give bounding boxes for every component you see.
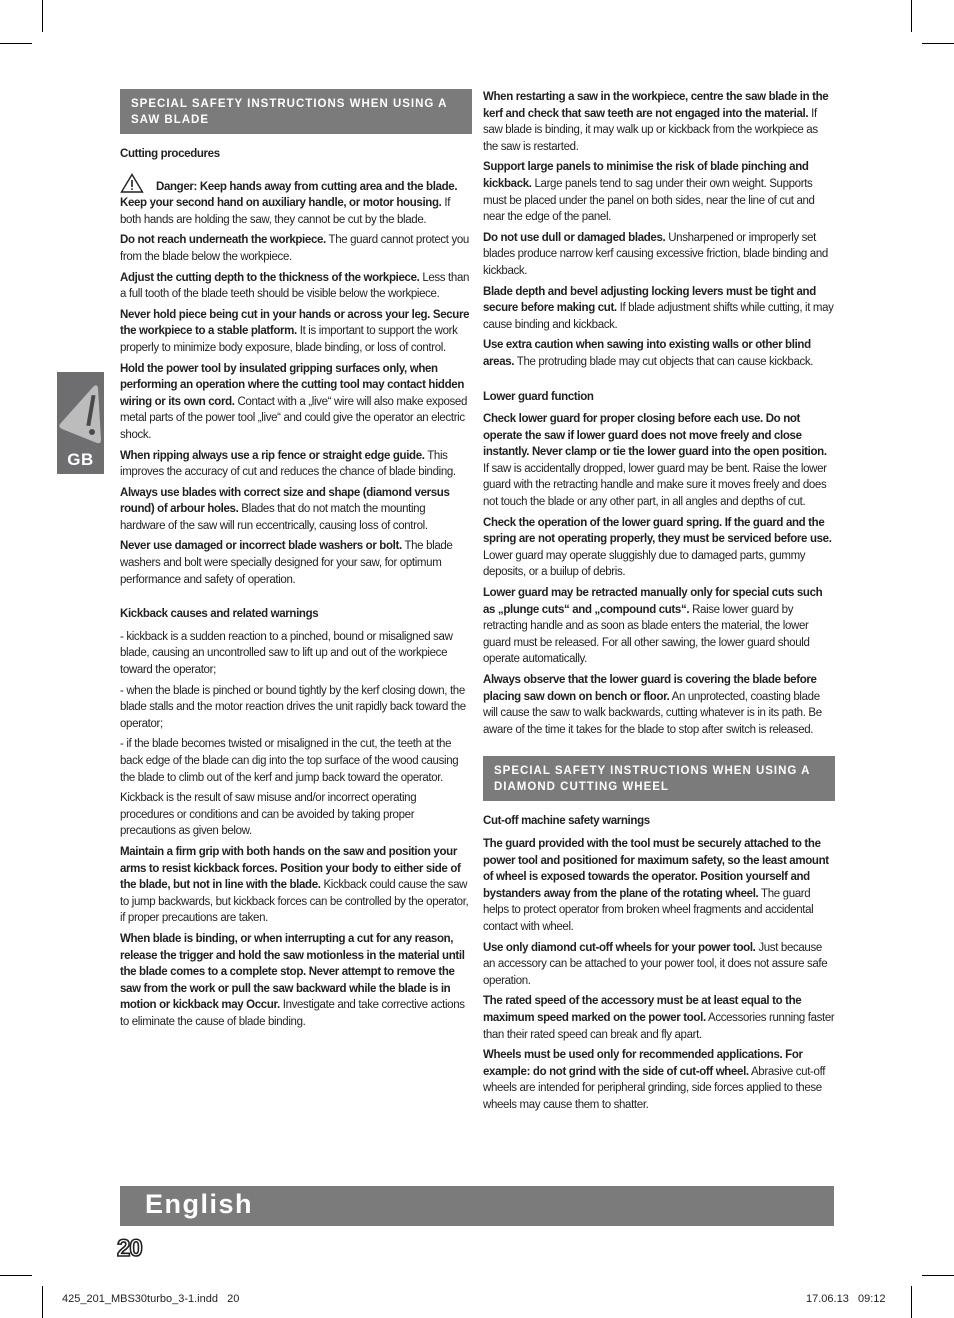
crop-mark xyxy=(42,0,43,32)
paragraph: - kickback is a sudden reaction to a pinched, bound or misaligned saw blade, causing an uncontrolled saw to lift up and out of the workpiece toward the operator; xyxy=(120,630,453,677)
footer-date: 17.06.13 09:12 xyxy=(806,1293,886,1305)
paragraph: Blade depth and bevel adjusting locking levers must be tight and secure before making cut. If blade adjustment shifts while cutting, it may cause binding and kickback. xyxy=(483,285,834,331)
paragraph: Support large panels to minimise the risk of blade pinching and kickback. Large panels tend to sag under their own weight. Supports must be placed under the panel on both sides, near the line of cut and near the edge of the panel. xyxy=(483,161,815,224)
subheading-lower-guard: Lower guard function xyxy=(483,390,594,403)
paragraph: When restarting a saw in the workpiece, centre the saw blade in the kerf and check that saw teeth are not engaged into the material. If saw blade is binding, it may walk up or kickback from the workpiece as the saw is restarted. xyxy=(483,91,829,153)
crop-mark xyxy=(0,1275,32,1276)
footer-filename: 425_201_MBS30turbo_3-1.indd 20 xyxy=(62,1293,240,1305)
left-column xyxy=(120,89,472,1035)
paragraph: Hold the power tool by insulated gripping surfaces only, when performing an operation where the cutting tool may contact hidden wiring or its own cord. Contact with a „live“ wire will also make exposed metal parts of the power tool „live“ and could give the operator an electric shock. xyxy=(120,362,468,441)
crop-mark xyxy=(911,0,912,32)
section-header-saw-blade: SPECIAL SAFETY INSTRUCTIONS WHEN USING A SAW BLADE xyxy=(120,89,472,134)
paragraph: Never use damaged or incorrect blade washers or bolt. The blade washers and bolt were specially designed for your saw, for optimum performance and safety of operation. xyxy=(120,540,453,586)
crop-mark xyxy=(0,43,32,44)
paragraph: Never hold piece being cut in your hands or across your leg. Secure the workpiece to a stable platform. It is important to support the work properly to minimize body exposure, blade binding, or loss of control. xyxy=(120,308,470,354)
paragraph: Use only diamond cut-off wheels for your power tool. Just because an accessory can be attached to your power tool, it does not assure safe operation. xyxy=(483,941,828,987)
language-side-tab xyxy=(57,372,104,474)
subheading-cutoff: Cut-off machine safety warnings xyxy=(483,815,650,828)
paragraph: Lower guard may be retracted manually only for special cuts such as „plunge cuts“ and „compound cuts“. Raise lower guard by retracting handle and as soon as blade enters the material, the lower guard must be released. For all other sawing, the lower guard should operate automatically. xyxy=(483,587,823,666)
language-bar xyxy=(120,1186,834,1226)
paragraph: The guard provided with the tool must be securely attached to the power tool and positioned for maximum safety, so the least amount of wheel is exposed towards the operator. Position yourself and bystanders away from the plane of the rotating wheel. The guard helps to protect operator from broken wheel fragments and accidental contact with wheel. xyxy=(483,837,829,933)
subheading-cutting-procedures: Cutting procedures xyxy=(120,148,220,160)
paragraph: - if the blade becomes twisted or misaligned in the cut, the teeth at the back edge of the blade can dig into the top surface of the wood causing the blade to climb out of the kerf and jump back toward the operator. xyxy=(120,738,459,784)
right-column xyxy=(483,89,835,1117)
crop-mark xyxy=(42,1286,43,1318)
paragraph: When blade is binding, or when interrupting a cut for any reason, release the trigger and hold the saw motionless in the material until the blade comes to a complete stop. Never attempt to remove the saw from the work or pull the saw backward while the blade is in motion or kickback may Occur. Investigate and take corrective actions to eliminate the cause of blade binding. xyxy=(120,932,465,1028)
warning-exclamation-icon xyxy=(57,374,104,449)
crop-mark xyxy=(911,1286,912,1318)
paragraph: Check lower guard for proper closing before each use. Do not operate the saw if lower guard does not move freely and close instantly. Never clamp or tie the lower guard into the open position. If saw is accidentally dropped, lower guard may be bent. Raise the lower guard with the retracting handle and make sure it moves freely and does not touch the blade or any other part, in all angles and depths of cut. xyxy=(483,413,827,509)
paragraph: Danger: Keep hands away from cutting area and the blade. Keep your second hand on auxiliary handle, or motor housing. If both hands are holding the saw, they cannot be cut by the blade. xyxy=(120,173,472,229)
language-title: English xyxy=(145,1189,254,1219)
paragraph: Use extra caution when sawing into existing walls or other blind areas. The protruding blade may cut objects that can cause kickback. xyxy=(483,339,814,368)
paragraph: Always use blades with correct size and shape (diamond versus round) of arbour holes. Blades that do not match the mounting hardware of the saw will run eccentrically, causing loss of control. xyxy=(120,486,450,532)
paragraph: Wheels must be used only for recommended applications. For example: do not grind with the side of cut-off wheel. Abrasive cut-off wheels are intended for peripheral grinding, side forces applied to these wheels may cause them to shatter. xyxy=(483,1049,826,1111)
paragraph: - when the blade is pinched or bound tightly by the kerf closing down, the blade stalls and the motor reaction drives the unit rapidly back toward the operator; xyxy=(120,684,466,730)
paragraph: Adjust the cutting depth to the thickness of the workpiece. Less than a full tooth of the blade teeth should be visible below the workpiece. xyxy=(120,271,470,301)
paragraph: When ripping always use a rip fence or straight edge guide. This improves the accuracy of cut and reduces the chance of blade binding. xyxy=(120,449,456,479)
paragraph: Do not reach underneath the workpiece. The guard cannot protect you from the blade below the workpiece. xyxy=(120,234,469,263)
paragraph: Do not use dull or damaged blades. Unsharpened or improperly set blades produce narrow kerf causing excessive friction, blade binding and kickback. xyxy=(483,231,828,277)
paragraph: Maintain a firm grip with both hands on the saw and position your arms to resist kickback forces. Position your body to either side of the blade, but not in line with the blade. Kickback could cause the saw to jump backwards, but kickback forces can be controlled by the operator, if proper precautions are taken. xyxy=(120,845,469,925)
paragraph: Kickback is the result of saw misuse and/or incorrect operating procedures or conditions and can be avoided by taking proper precautions as given below. xyxy=(120,792,417,838)
crop-mark xyxy=(922,1275,954,1276)
paragraph: The rated speed of the accessory must be at least equal to the maximum speed marked on the power tool. Accessories running faster than their rated speed can break and fly apart. xyxy=(483,995,835,1041)
crop-mark xyxy=(922,43,954,44)
side-tab-label: GB xyxy=(67,450,94,469)
section-header-diamond-wheel: SPECIAL SAFETY INSTRUCTIONS WHEN USING A DIAMOND CUTTING WHEEL xyxy=(483,756,835,801)
paragraph: Check the operation of the lower guard spring. If the guard and the spring are not operating properly, they must be serviced before use. Lower guard may operate sluggishly due to damaged parts, gummy deposits, or a builup of debris. xyxy=(483,516,832,579)
subheading-kickback: Kickback causes and related warnings xyxy=(120,608,319,621)
page-number: 20 xyxy=(117,1235,142,1262)
paragraph: Always observe that the lower guard is covering the blade before placing saw down on bench or floor. An unprotected, coasting blade will cause the saw to walk backwards, cutting whatever is in its path. Be aware of the time it takes for the blade to stop after switch is released. xyxy=(483,674,822,736)
danger-triangle-icon xyxy=(120,173,144,193)
